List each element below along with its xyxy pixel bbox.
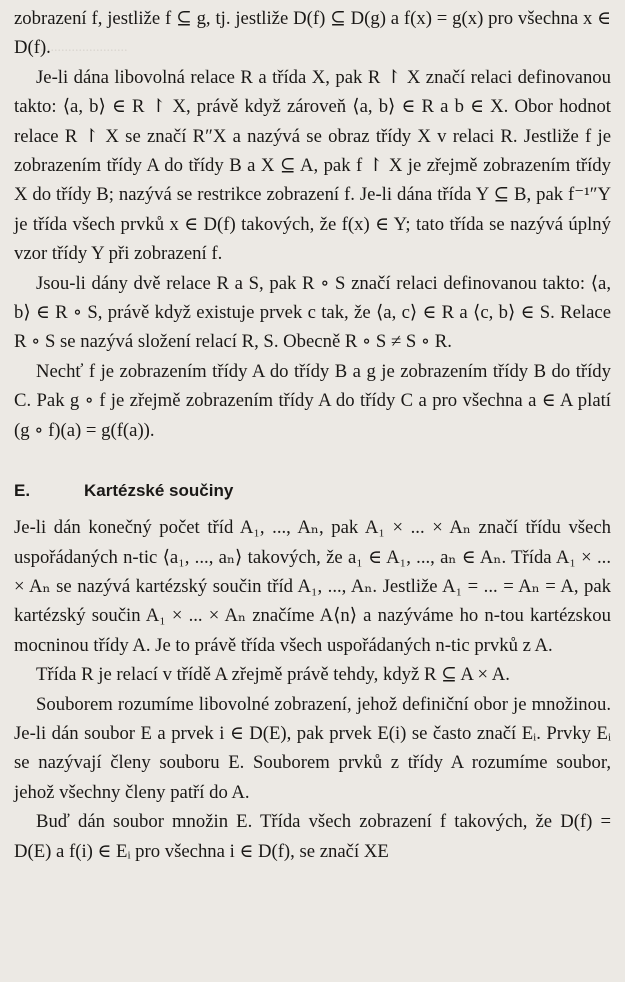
paragraph: Nechť f je zobrazením třídy A do třídy B a g je zobrazením třídy B do třídy C. Pak g ∘ f je zřejmě zobrazením třídy A do třídy C a pro všechna a ∈ A platí (g ∘ f)(a) = g(f(a)).: [14, 360, 611, 441]
body-text-top: [14, 4, 611, 445]
paragraph: Je-li dán konečný počet tříd A₁, ..., Aₙ, pak A₁ × ... × Aₙ značí třídu všech uspořádaných n-tic ⟨a₁, ..., aₙ⟩ takových, že a₁ ∈ A₁, ..., aₙ ∈ Aₙ. Třída A₁ × ... × Aₙ se nazývá kartézský součin tříd A₁, ..., Aₙ. Jestliže A₁ = ... = Aₙ = A, pak kartézský součin A₁ × ... × Aₙ značíme A⟨n⟩ a nazýváme ho n-tou kartézskou mocninou třídy A. Je to právě třída všech uspořádaných n-tic prvků z A.: [14, 517, 611, 656]
paragraph: Buď dán soubor množin E. Třída všech zobrazení f takových, že D(f) = D(E) a f(i) ∈ Eᵢ pro všechna i ∈ D(f), se značí XE: [14, 811, 611, 862]
section-heading: [14, 479, 611, 503]
paragraph: zobrazení f, jestliže f ⊆ g, tj. jestliže D(f) ⊆ D(g) a f(x) = g(x) pro všechna x ∈ D(f).: [14, 8, 611, 59]
bleed-through: .........................: [40, 40, 128, 55]
paragraph: Jsou-li dány dvě relace R a S, pak R ∘ S značí relaci definovanou takto: ⟨a, b⟩ ∈ R ∘ S, právě když existuje prvek c tak, že ⟨a, c⟩ ∈ R a ⟨c, b⟩ ∈ S. Relace R ∘ S se nazývá složení relací R, S. Obecně R ∘ S ≠ S ∘ R.: [14, 272, 611, 353]
paragraph: Třída R je relací v třídě A zřejmě právě tehdy, když R ⊆ A × A.: [36, 664, 510, 686]
section-title: Kartézské součiny: [84, 481, 234, 501]
paragraph: Je-li dána libovolná relace R a třída X, pak R ↾ X značí relaci definovanou takto: ⟨a, b⟩ ∈ R ↾ X, právě když zároveň ⟨a, b⟩ ∈ R a b ∈ X. Obor hodnot relace R ↾ X se značí R″X a nazývá se obraz třídy X v relaci R. Jestliže f je zobrazením třídy A do třídy B a X ⊆ A, pak f ↾ X je zřejmě zobrazením třídy X do třídy B; nazývá se restrikce zobrazení f. Je-li dána třída Y ⊆ B, pak f⁻¹″Y je třída všech prvků x ∈ D(f) takových, že f(x) ∈ Y; tato třída se nazývá úplný vzor třídy Y při zobrazení f.: [14, 66, 611, 265]
section-letter: E.: [14, 481, 31, 501]
body-text-bottom: [14, 513, 611, 866]
paragraph: Souborem rozumíme libovolné zobrazení, jehož definiční obor je množinou. Je-li dán soubor E a prvek i ∈ D(E), pak prvek E(i) se často značí Eᵢ. Prvky Eᵢ se nazývají členy souboru E. Souborem prvků z třídy A rozumíme soubor, jehož všechny členy patří do A.: [14, 693, 611, 803]
